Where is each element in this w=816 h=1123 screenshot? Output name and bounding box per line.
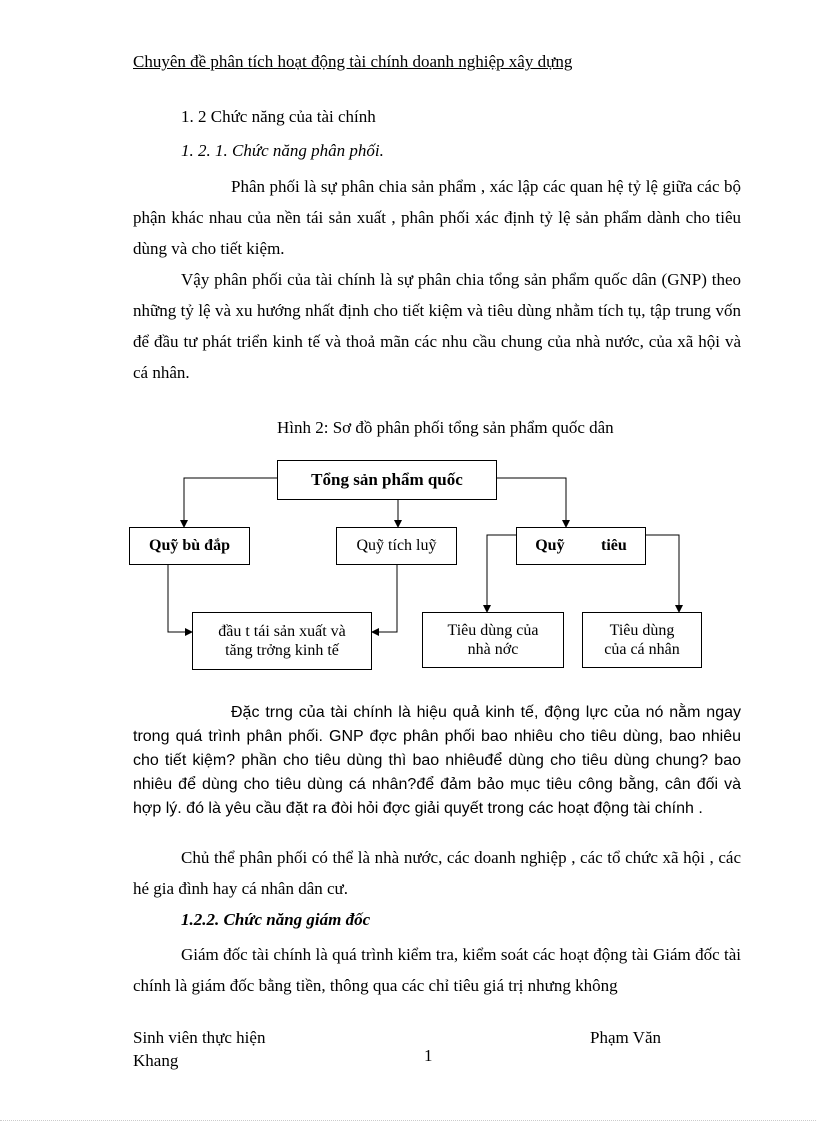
paragraph-text: Giám đốc tài chính là quá trình kiểm tra, kiểm soát các hoạt động tài Giám đốc tài chính là giám đốc bằng tiền, thông qua các chỉ tiêu giá trị nhưng không	[133, 945, 741, 995]
accumulation-fund-label: Quỹ tích luỹ	[356, 537, 437, 554]
subsection-heading-2: 1.2.2. Chức năng giám đốc	[181, 910, 371, 929]
page-bottom-rule	[0, 1120, 816, 1121]
paragraph-text: Phân phối là sự phân chia sản phẩm , xác lập các quan hệ tỷ lệ giữa các bộ phận khác nhau của nền tái sản xuất , phân phối xác định tỷ lệ sản phẩm dành cho tiêu dùng và cho tiết kiệm.	[133, 177, 741, 258]
investment-line-1: đầu t tái sản xuất và	[218, 623, 346, 640]
footer-author-right: Phạm Văn	[590, 1028, 661, 1047]
personal-consumption-line-1: Tiêu dùng	[609, 622, 675, 639]
arrow-to-compensation	[184, 478, 277, 527]
running-header: Chuyên đề phân tích hoạt động tài chính doanh nghiệp xây dựng	[133, 52, 573, 71]
arrow-to-consumption	[497, 478, 566, 527]
body-paragraph-3	[133, 701, 741, 821]
accumulation-fund-box	[336, 527, 457, 565]
compensation-fund-label: Quỹ bù đắp	[149, 537, 230, 554]
paragraph-text: Vậy phân phối của tài chính là sự phân chia tổng sản phẩm quốc dân (GNP) theo những tỷ lệ và xu hướng nhất định cho tiết kiệm và tiêu dùng nhằm tích tụ, tập trung vốn để đầu tư phát triển kinh tế và thoả mãn các nhu cầu chung của nhà nước, của xã hội và cá nhân.	[133, 270, 741, 382]
compensation-fund-box	[129, 527, 250, 565]
investment-box	[192, 612, 372, 670]
paragraph-text: Chủ thể phân phối có thể là nhà nước, các doanh nghiệp , các tổ chức xã hội , các hé gia đình hay cá nhân dân cư.	[133, 848, 741, 898]
personal-consumption-box	[582, 612, 702, 668]
consumption-fund-label-b: tiêu	[601, 537, 627, 554]
footer-author-line-2: Khang	[133, 1051, 179, 1070]
arrow-compensation-to-investment	[168, 565, 192, 632]
state-consumption-line-1: Tiêu dùng của	[447, 622, 539, 639]
investment-line-2: tăng trởng kinh tế	[225, 642, 339, 659]
gnp-label: Tổng sản phẩm quốc	[311, 470, 463, 489]
consumption-fund-label-a: Quỹ	[535, 537, 565, 554]
footer-author-line-1: Sinh viên thực hiện	[133, 1028, 266, 1047]
body-paragraph-4	[133, 842, 741, 904]
section-heading: 1. 2 Chức năng của tài chính	[181, 107, 376, 126]
personal-consumption-line-2: của cá nhân	[604, 641, 680, 658]
paragraph-text: Đặc trng của tài chính là hiệu quả kinh tế, động lực của nó nằm ngay trong quá trình phân phối. GNP đợc phân phối bao nhiêu cho tiêu dùng, bao nhiêu cho tiết kiệm? phần cho tiêu dùng thì bao nhiêuđể dùng cho tiêu dùng chung? bao nhiêu để dùng cho tiêu dùng cá nhân?để đảm bảo mục tiêu công bằng, cân đối và hợp lý. đó là yêu cầu đặt ra đòi hỏi đợc giải quyết trong các hoạt động tài chính .	[133, 704, 741, 817]
consumption-fund-box	[516, 527, 646, 565]
arrow-accumulation-to-investment	[372, 565, 397, 632]
arrow-to-personal-consumption	[645, 535, 679, 612]
body-paragraph-5	[133, 939, 741, 1001]
arrow-to-state-consumption	[487, 535, 516, 612]
state-consumption-box	[422, 612, 564, 668]
figure-caption: Hình 2: Sơ đồ phân phối tổng sản phẩm quốc dân	[277, 418, 614, 437]
page-number: 1	[424, 1046, 433, 1065]
state-consumption-line-2: nhà nớc	[467, 641, 519, 658]
subsection-heading: 1. 2. 1. Chức năng phân phối.	[181, 141, 384, 160]
gnp-box	[277, 460, 497, 500]
